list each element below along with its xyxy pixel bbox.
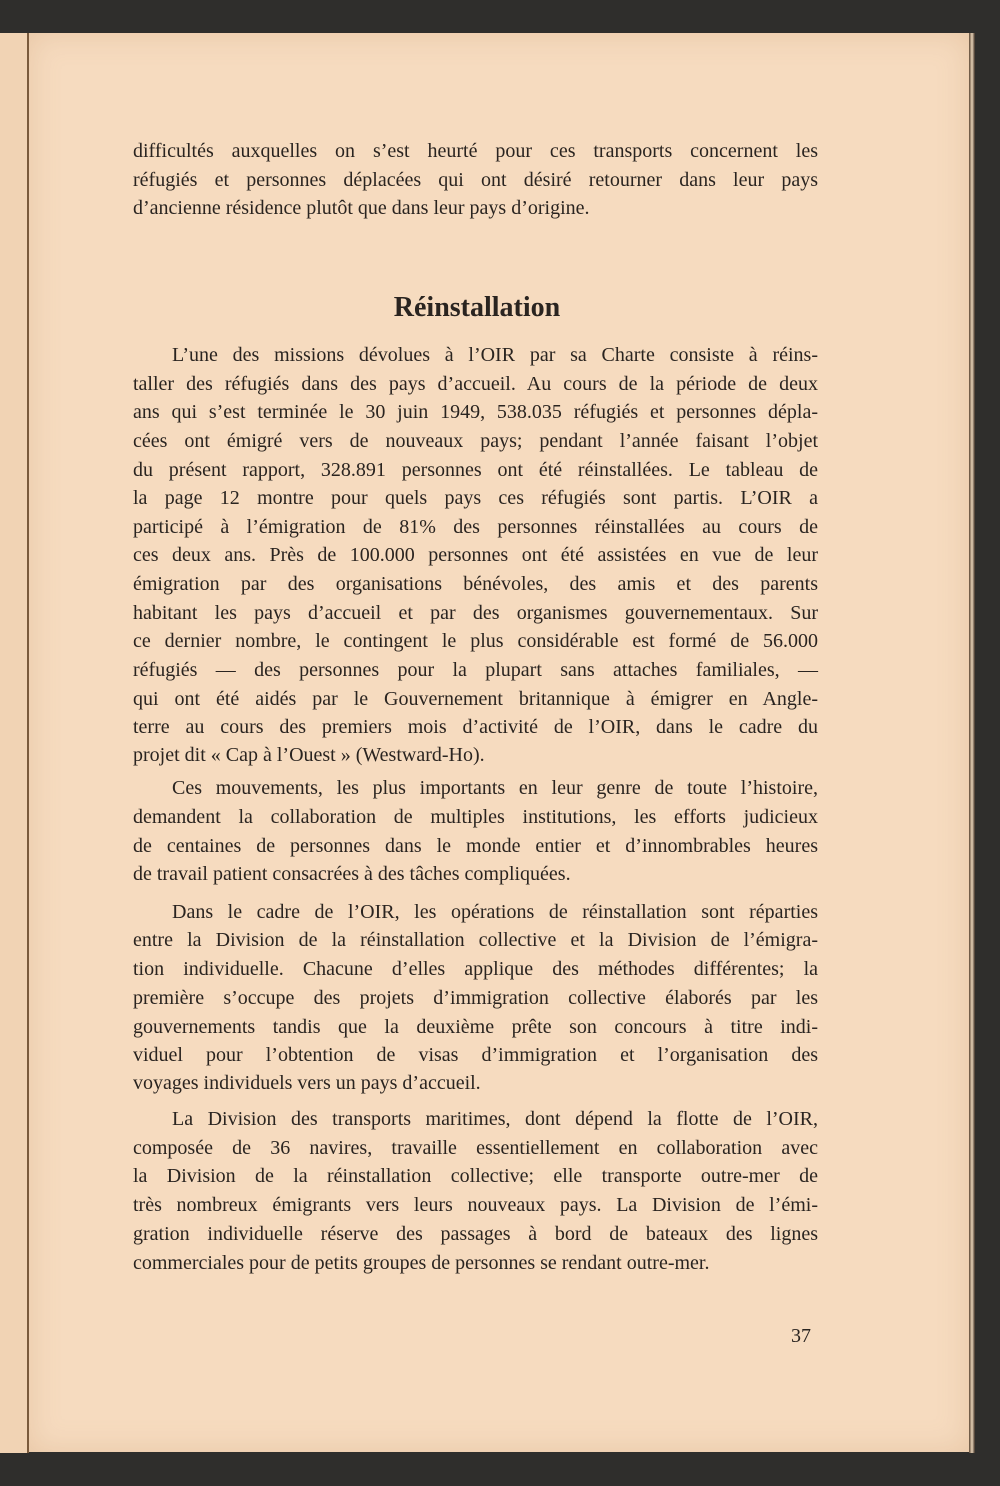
text-line: de travail patient consacrées à des tâches compliquées.: [133, 863, 571, 885]
text-line: viduel pour l’obtention de visas d’immigration et l’organisation des: [133, 1044, 818, 1066]
text-line: première s’occupe des projets d’immigration collective élaborés par les: [133, 987, 818, 1009]
text-line: voyages individuels vers un pays d’accueil.: [133, 1072, 481, 1094]
text-line: très nombreux émigrants vers leurs nouveaux pays. La Division de l’émi-: [133, 1194, 818, 1216]
text-line: réfugiés et personnes déplacées qui ont désiré retourner dans leur pays: [133, 169, 818, 191]
text-line: difficultés auxquelles on s’est heurté pour ces transports concernent les: [133, 140, 818, 162]
text-line: Ces mouvements, les plus importants en leur genre de toute l’histoire,: [172, 777, 818, 799]
text-line: ce dernier nombre, le contingent le plus considérable est formé de 56.000: [133, 630, 818, 652]
text-line: de centaines de personnes dans le monde entier et d’innombrables heures: [133, 835, 818, 857]
page-number: 37: [791, 1325, 811, 1347]
text-line: entre la Division de la réinstallation collective et la Division de l’émigra-: [133, 929, 818, 951]
text-line: émigration par des organisations bénévoles, des amis et des parents: [133, 573, 818, 595]
page-stack-edge: [969, 33, 975, 1453]
text-line: qui ont été aidés par le Gouvernement britannique à émigrer en Angle-: [133, 688, 818, 710]
text-line: demandent la collaboration de multiples institutions, les efforts judicieux: [133, 806, 818, 828]
text-line: Dans le cadre de l’OIR, les opérations de réinstallation sont réparties: [172, 901, 818, 923]
section-heading: Réinstallation: [393, 292, 561, 323]
text-line: commerciales pour de petits groupes de personnes se rendant outre-mer.: [133, 1252, 710, 1274]
facing-page-edge: [0, 33, 29, 1453]
text-line: taller des réfugiés dans des pays d’accueil. Au cours de la période de deux: [133, 373, 818, 395]
text-line: composée de 36 navires, travaille essentiellement en collaboration avec: [133, 1137, 818, 1159]
text-line: ces deux ans. Près de 100.000 personnes ont été assistées en vue de leur: [133, 544, 818, 566]
text-line: ans qui s’est terminée le 30 juin 1949, 538.035 réfugiés et personnes dépla-: [133, 401, 818, 423]
book-page: [29, 33, 969, 1452]
text-line: cées ont émigré vers de nouveaux pays; pendant l’année faisant l’objet: [133, 430, 818, 452]
text-line: terre au cours des premiers mois d’activité de l’OIR, dans le cadre du: [133, 716, 818, 738]
text-line: du présent rapport, 328.891 personnes ont été réinstallées. Le tableau de: [133, 459, 818, 481]
text-line: La Division des transports maritimes, dont dépend la flotte de l’OIR,: [172, 1108, 818, 1130]
text-line: d’ancienne résidence plutôt que dans leur pays d’origine.: [133, 197, 590, 219]
text-line: habitant les pays d’accueil et par des organismes gouvernementaux. Sur: [133, 602, 818, 624]
text-line: gouvernements tandis que la deuxième prête son concours à titre indi-: [133, 1016, 818, 1038]
text-line: la Division de la réinstallation collective; elle transporte outre-mer de: [133, 1165, 818, 1187]
text-line: participé à l’émigration de 81% des personnes réinstallées au cours de: [133, 516, 818, 538]
text-line: L’une des missions dévolues à l’OIR par sa Charte consiste à réins-: [172, 344, 818, 366]
text-line: la page 12 montre pour quels pays ces réfugiés sont partis. L’OIR a: [133, 487, 818, 509]
text-line: tion individuelle. Chacune d’elles applique des méthodes différentes; la: [133, 958, 818, 980]
text-line: projet dit « Cap à l’Ouest » (Westward-Ho).: [133, 744, 485, 766]
text-line: réfugiés — des personnes pour la plupart sans attaches familiales, —: [133, 659, 818, 681]
text-line: gration individuelle réserve des passages à bord de bateaux des lignes: [133, 1223, 818, 1245]
